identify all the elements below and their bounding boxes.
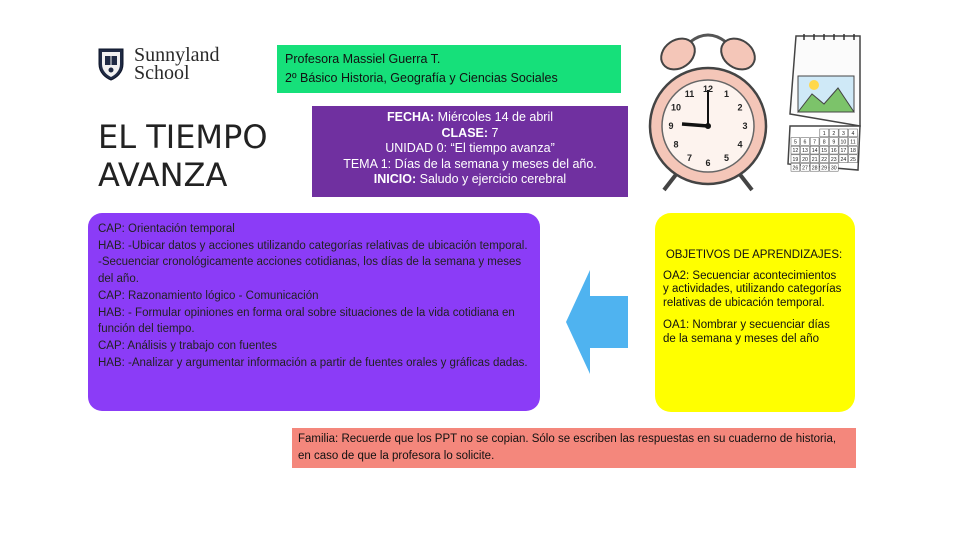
clock-number: 6 — [705, 158, 711, 168]
calendar-day-number: 22 — [821, 156, 828, 163]
skill-line: CAP: Análisis y trabajo con fuentes — [98, 339, 277, 352]
calendar-day-number: 7 — [813, 139, 817, 146]
clock-number: 11 — [684, 89, 695, 99]
objective-oa2: OA2: Secuenciar acontecimientos y actividades, utilizando categorías relativas de ubicación temporal. — [663, 269, 842, 309]
school-logo — [96, 44, 238, 84]
calendar-day-number: 28 — [811, 165, 818, 172]
skill-line: -Secuenciar cronológicamente acciones cotidianas, los días de la semana y meses del año. — [98, 256, 522, 286]
unit-line: UNIDAD 0: “El tiempo avanza” — [385, 141, 555, 155]
calendar-day-number: 6 — [803, 139, 807, 146]
clock-number: 8 — [673, 139, 679, 150]
clock-number: 10 — [670, 102, 682, 113]
calendar-day-number: 3 — [841, 131, 845, 137]
objective-oa1: OA1: Nombrar y secuenciar días de la semana y meses del año — [663, 319, 830, 345]
clock-number: 1 — [723, 89, 730, 99]
calendar-day-number: 8 — [822, 139, 826, 146]
school-name-line2: School — [134, 62, 190, 84]
calendar-day-number: 13 — [802, 148, 808, 155]
school-name-line1: Sunnyland — [134, 44, 220, 66]
calendar-day-number: 29 — [821, 165, 828, 172]
calendar-day-number: 24 — [840, 156, 847, 163]
calendar-day-number: 30 — [830, 165, 837, 172]
class-info-box — [312, 106, 628, 197]
course-name: 2º Básico Historia, Geografía y Ciencias Sociales — [285, 71, 558, 85]
class-value: 7 — [488, 125, 499, 140]
calendar-day-number: 25 — [850, 156, 856, 163]
lesson-title — [98, 118, 298, 194]
topic-line: TEMA 1: Días de la semana y meses del año. — [343, 156, 597, 171]
school-crest-icon — [96, 46, 126, 82]
clock-number: 3 — [742, 121, 748, 131]
start-line — [312, 172, 628, 188]
date-line — [312, 110, 628, 126]
clock-number: 2 — [737, 102, 743, 113]
clock-number: 9 — [668, 121, 674, 131]
class-line — [312, 126, 628, 142]
start-value: Saludo y ejercicio cerebral — [416, 172, 567, 186]
calendar-day-number: 26 — [792, 165, 799, 172]
skill-line: CAP: Razonamiento lógico - Comunicación — [98, 289, 319, 302]
alarm-clock-icon — [648, 14, 768, 202]
clock-number: 5 — [723, 153, 730, 163]
calendar-day-number: 10 — [840, 139, 847, 146]
calendar-day-number: 11 — [850, 139, 856, 146]
start-label: INICIO: — [373, 172, 417, 186]
calendar-day-number: 16 — [830, 148, 837, 155]
clock-number: 7 — [686, 153, 693, 163]
left-arrow-icon — [566, 270, 628, 374]
lesson-title-line1: EL TIEMPO — [98, 118, 268, 156]
calendar-day-number: 12 — [792, 148, 799, 155]
calendar-day-number: 4 — [851, 131, 855, 137]
calendar-day-number: 14 — [811, 148, 818, 155]
calendar-day-number: 9 — [832, 139, 836, 146]
skill-line: CAP: Orientación temporal — [98, 223, 235, 235]
class-label: CLASE: — [441, 125, 489, 140]
clock-number: 4 — [737, 139, 743, 150]
skill-line: HAB: -Analizar y argumentar información a partir de fuentes orales y gráficas dadas. — [98, 356, 528, 369]
calendar-day-number: 21 — [811, 156, 818, 163]
skills-box — [88, 213, 540, 411]
calendar-day-number: 23 — [830, 156, 837, 163]
teacher-header — [277, 45, 621, 93]
calendar-day-number: 27 — [802, 165, 808, 172]
calendar-day-number: 18 — [850, 148, 856, 155]
calendar-icon — [782, 30, 862, 180]
teacher-name: Profesora Massiel Guerra T. — [285, 52, 441, 66]
calendar-day-number: 19 — [792, 156, 799, 163]
calendar-day-number: 1 — [822, 131, 826, 137]
calendar-day-number: 15 — [821, 148, 828, 155]
lesson-title-line2: AVANZA — [98, 156, 228, 194]
calendar-day-number: 5 — [793, 139, 797, 146]
skill-line: HAB: -Ubicar datos y acciones utilizando categorías relativas de ubicación temporal. — [98, 239, 528, 252]
skill-line: HAB: - Formular opiniones en forma oral sobre situaciones de la vida cotidiana en función del tiempo. — [98, 306, 515, 336]
calendar-day-number: 20 — [802, 156, 808, 163]
calendar-day-number: 2 — [832, 131, 836, 137]
calendar-day-number: 17 — [840, 148, 847, 155]
objectives-heading: OBJETIVOS DE APRENDIZAJES: — [665, 249, 843, 261]
objectives-box — [655, 213, 855, 412]
school-name — [134, 46, 220, 82]
date-value: Miércoles 14 de abril — [434, 110, 554, 124]
date-label: FECHA: — [386, 110, 435, 124]
clock-number: 12 — [702, 84, 714, 94]
family-note: Familia: Recuerde que los PPT no se copian. Sólo se escriben las respuestas en su cuaderno de historia, en caso de que la profesora lo solicite. — [292, 428, 856, 468]
